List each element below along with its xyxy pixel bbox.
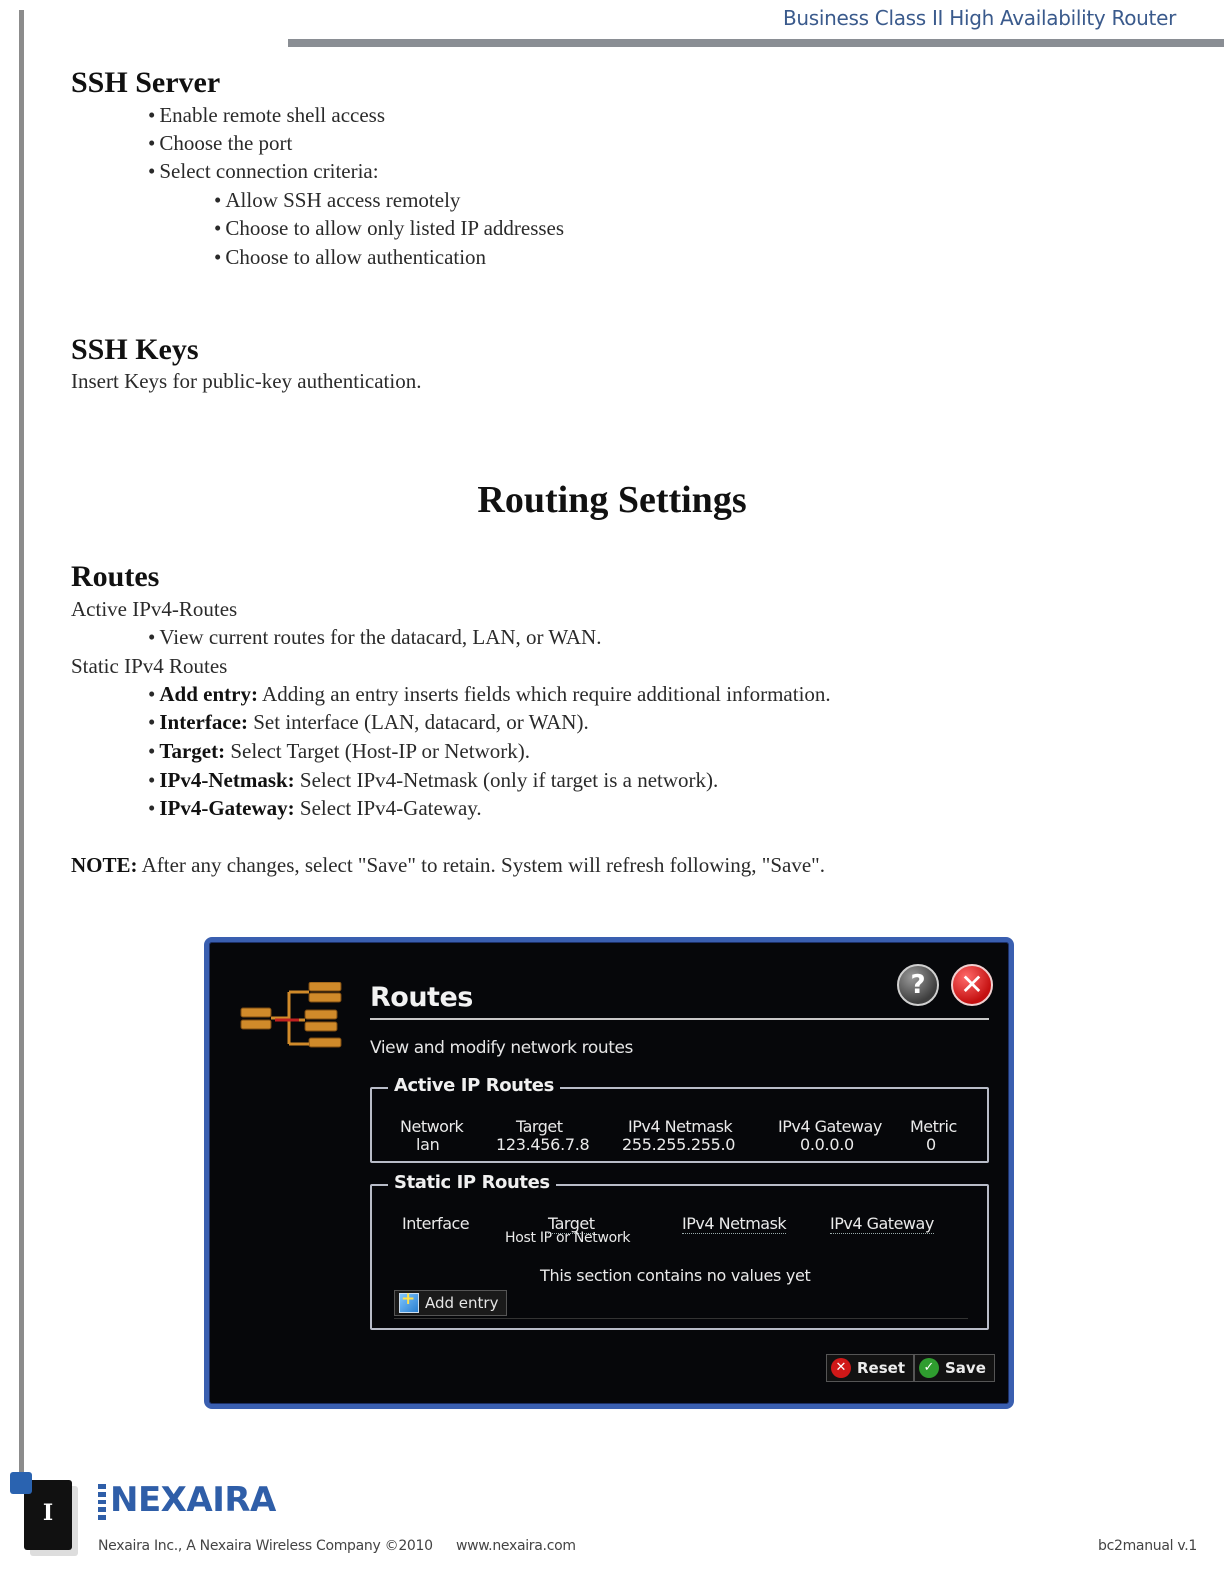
section-legend: Static IP Routes [388, 1172, 556, 1193]
sub-bullet: • Choose to allow authentication [214, 245, 486, 270]
save-check-icon: ✓ [919, 1358, 939, 1378]
page-number: I [42, 1500, 54, 1526]
reset-button[interactable] [826, 1354, 914, 1382]
page-number-block [24, 1480, 72, 1550]
close-button[interactable]: ✕ [951, 964, 993, 1006]
column-header: Network [400, 1117, 464, 1136]
ssh-server-heading: SSH Server [71, 66, 221, 99]
brand-logo: NEXAIRA [110, 1480, 276, 1520]
routes-panel [204, 937, 1014, 1409]
add-entry-icon [399, 1293, 419, 1313]
header-rule [288, 39, 1224, 47]
column-header: IPv4 Gateway [778, 1117, 882, 1136]
note: NOTE: After any changes, select "Save" to retain. System will refresh following, "Save". [71, 853, 825, 877]
static-routes-label: Static IPv4 Routes [71, 654, 228, 678]
static-ip-routes-section [370, 1172, 989, 1330]
route-item: • Interface: Set interface (LAN, datacard, or WAN). [148, 710, 589, 735]
table-cell: 0.0.0.0 [800, 1135, 854, 1154]
footer-version: bc2manual v.1 [1098, 1538, 1198, 1554]
ssh-keys-heading: SSH Keys [71, 333, 199, 366]
section-divider [394, 1318, 968, 1319]
route-item: • Target: Select Target (Host-IP or Network). [148, 739, 530, 764]
panel-subtitle: View and modify network routes [370, 1038, 633, 1058]
bullet: • View current routes for the datacard, LAN, or WAN. [148, 625, 601, 650]
reset-icon: ✕ [831, 1358, 851, 1378]
routing-settings-title: Routing Settings [477, 479, 747, 521]
left-margin-rule [19, 10, 24, 1475]
sub-bullet: • Allow SSH access remotely [214, 188, 460, 213]
table-cell: 0 [926, 1135, 936, 1154]
help-button[interactable]: ? [897, 964, 939, 1006]
route-item: • IPv4-Netmask: Select IPv4-Netmask (only if target is a network). [148, 768, 718, 793]
footer-url: www.nexaira.com [456, 1538, 576, 1554]
section-legend: Active IP Routes [388, 1075, 560, 1096]
empty-message: This section contains no values yet [540, 1266, 811, 1285]
column-header: IPv4 Netmask [628, 1117, 733, 1136]
bullet: • Choose the port [148, 131, 292, 156]
column-header: Target [548, 1214, 595, 1233]
table-cell: 123.456.7.8 [496, 1135, 590, 1154]
reset-label: Reset [857, 1359, 905, 1377]
route-item: • Add entry: Adding an entry inserts fields which require additional information. [148, 682, 831, 707]
table-cell: 255.255.255.0 [622, 1135, 736, 1154]
column-header: IPv4 Gateway [830, 1214, 934, 1233]
bullet: • Enable remote shell access [148, 103, 385, 128]
column-header: IPv4 Netmask [682, 1214, 787, 1233]
ssh-keys-text: Insert Keys for public-key authentication. [71, 369, 422, 393]
nexaira-logo-icon [98, 1484, 106, 1520]
table-cell: lan [416, 1135, 440, 1154]
title-rule [370, 1018, 989, 1020]
column-header: Metric [910, 1117, 957, 1136]
save-button[interactable] [914, 1354, 995, 1382]
column-subheader: Host IP or Network [505, 1230, 631, 1246]
routes-heading: Routes [71, 560, 160, 593]
document-header: Business Class II High Availability Router [782, 6, 1176, 30]
active-ip-routes-section [370, 1075, 989, 1163]
sub-bullet: • Choose to allow only listed IP addresses [214, 216, 564, 241]
add-entry-label: Add entry [425, 1294, 499, 1312]
routes-network-icon [239, 982, 345, 1056]
footer-company: Nexaira Inc., A Nexaira Wireless Company ©2010 [98, 1538, 433, 1554]
panel-title: Routes [370, 982, 473, 1013]
save-label: Save [945, 1359, 986, 1377]
active-routes-label: Active IPv4-Routes [71, 597, 238, 621]
route-item: • IPv4-Gateway: Select IPv4-Gateway. [148, 796, 482, 821]
page-tab-accent [10, 1472, 32, 1494]
bullet: • Select connection criteria: [148, 159, 379, 184]
column-header: Target [516, 1117, 563, 1136]
add-entry-button[interactable] [394, 1290, 507, 1316]
column-header: Interface [402, 1214, 470, 1233]
